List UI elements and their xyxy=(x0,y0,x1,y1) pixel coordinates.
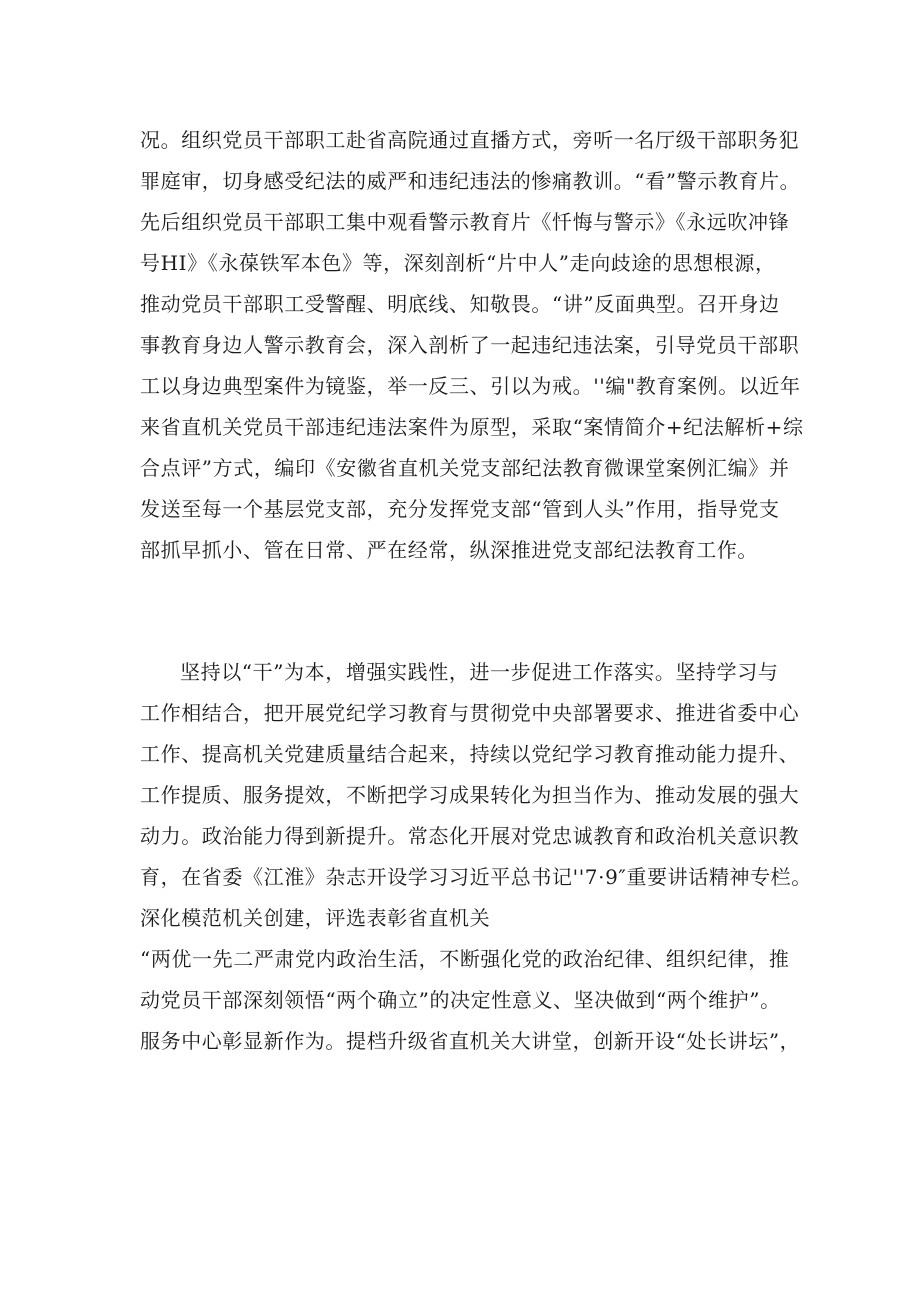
text-line: 工作、提高机关党建质量结合起来，持续以党纪学习教育推动能力提升、 xyxy=(140,742,800,766)
text-line: 推动党员干部职工受警醒、明底线、知敬畏。“讲”反面典型。召开身边 xyxy=(140,292,780,316)
text-line: 工作提质、服务提效，不断把学习成果转化为担当作为、推动发展的强大 xyxy=(140,783,800,807)
text-line: 事教育身边人警示教育会，深入剖析了一起违纪违法案，引导党员干部职 xyxy=(140,333,800,357)
text-line: 罪庭审，切身感受纪法的威严和违纪违法的惨痛教训。“看”警示教育片。 xyxy=(140,169,801,193)
text-line: “两优一先二严肃党内政治生活，不断强化党的政治纪律、组织纪律，推 xyxy=(140,947,790,971)
text-line: 合点评”方式，编印《安徽省直机关党支部纪法教育微课堂案例汇编》并 xyxy=(140,456,790,480)
text-line: 育，在省委《江淮》杂志开设学习习近平总书记''7·9″重要讲话精神专栏。 xyxy=(140,865,812,889)
text-line: 动党员干部深刻领悟“两个确立”的决定性意义、坚决做到“两个维护”。 xyxy=(140,988,781,1012)
text-line: 来省直机关党员干部违纪违法案件为原型，采取“案情简介+纪法解析+综 xyxy=(140,415,804,439)
text-line: 号HI》《永葆铁军本色》等，深刻剖析“片中人”走向歧途的思想根源， xyxy=(140,251,776,275)
text-line: 工以身边典型案件为镜鉴，举一反三、引以为戒。''编"教育案例。以近年 xyxy=(140,374,801,398)
text-line: 服务中心彰显新作为。提档升级省直机关大讲堂，创新开设“处长讲坛”， xyxy=(140,1029,801,1053)
text-line: 先后组织党员干部职工集中观看警示教育片《忏悔与警示》《永远吹冲锋 xyxy=(140,210,790,234)
text-line: 况。组织党员干部职工赴省高院通过直播方式，旁听一名厅级干部职务犯 xyxy=(140,128,800,152)
text-line: 发送至每一个基层党支部，充分发挥党支部“管到人头”作用，指导党支 xyxy=(140,497,780,521)
paragraph-first-line: 坚持以“干”为本，增强实践性，进一步促进工作落实。坚持学习与 xyxy=(180,660,779,684)
text-line: 工作相结合，把开展党纪学习教育与贯彻党中央部署要求、推进省委中心 xyxy=(140,701,800,725)
text-line: 深化模范机关创建，评选表彰省直机关 xyxy=(140,906,491,930)
text-line: 动力。政治能力得到新提升。常态化开展对党忠诚教育和政治机关意识教 xyxy=(140,824,800,848)
text-line: 部抓早抓小、管在日常、严在经常，纵深推进党支部纪法教育工作。 xyxy=(140,538,758,562)
